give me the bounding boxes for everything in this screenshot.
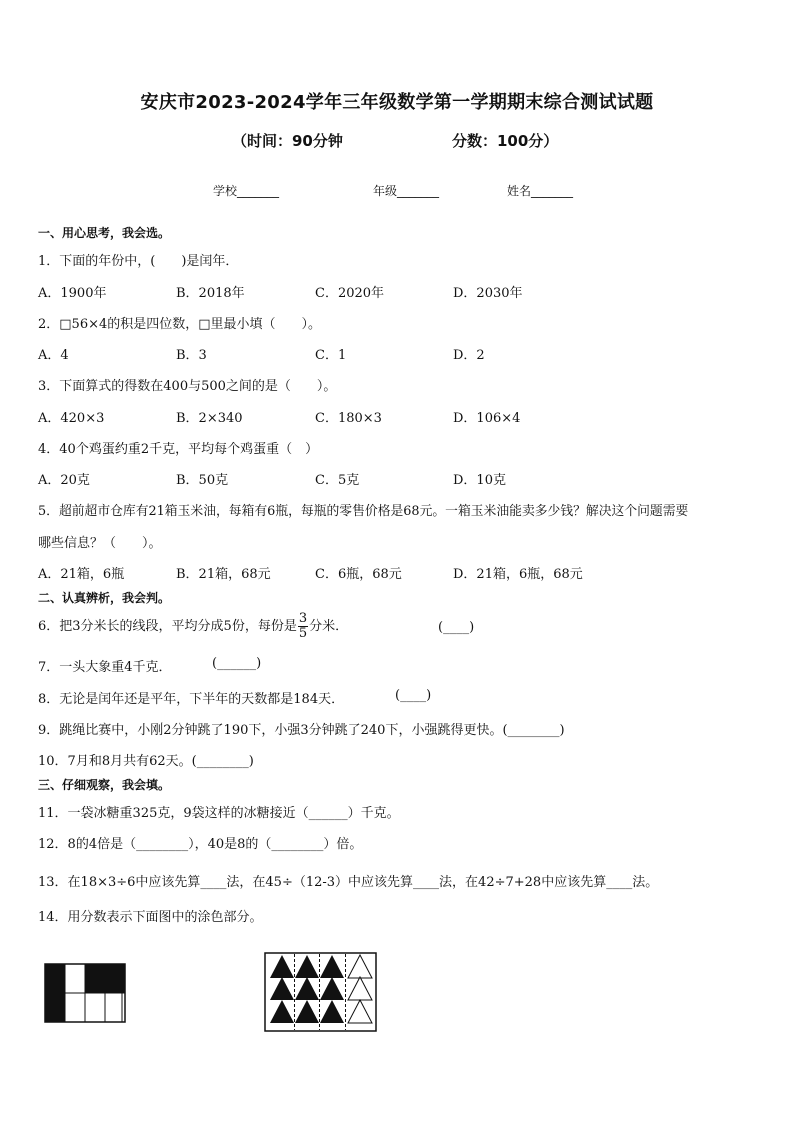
q4-option-a: A．20克 bbox=[38, 473, 90, 488]
q1-option-c: C．2020年 bbox=[315, 286, 385, 301]
q1-option-d: D．2030年 bbox=[453, 286, 523, 301]
q5-option-c: C．6瓶，68元 bbox=[315, 567, 402, 582]
question-14: 14．用分数表示下面图中的涂色部分。 bbox=[38, 910, 263, 925]
name-field: 姓名_______ bbox=[507, 184, 574, 198]
question-4: 4．40个鸡蛋约重2千克，平均每个鸡蛋重（ ） bbox=[38, 442, 319, 457]
q5-option-a: A．21箱，6瓶 bbox=[38, 567, 125, 582]
question-3: 3．下面算式的得数在400与500之间的是（ ）。 bbox=[38, 379, 337, 394]
grade-field: 年级_______ bbox=[373, 184, 440, 198]
question-1: 1．下面的年份中，( )是闰年． bbox=[38, 254, 239, 269]
fraction bbox=[298, 612, 308, 641]
question-10: 10．7月和8月共有62天。(________) bbox=[38, 754, 254, 769]
fraction-denominator: 5 bbox=[298, 626, 308, 641]
exam-time: （时间：90分钟 bbox=[232, 132, 343, 150]
q8-answer-blank[interactable]: (____) bbox=[395, 688, 432, 703]
q2-option-c: C．1 bbox=[315, 348, 347, 363]
exam-score: 分数：100分） bbox=[452, 132, 559, 150]
q4-option-c: C．5克 bbox=[315, 473, 360, 488]
q6-text: 6．把3分米长的线段，平均分成5份，每份是 bbox=[38, 619, 297, 634]
q1-option-a: A．1900年 bbox=[38, 286, 107, 301]
q2-option-a: A．4 bbox=[38, 348, 69, 363]
question-6 bbox=[38, 612, 348, 641]
question-2: 2．□56×4的积是四位数，□里最小填（ ）。 bbox=[38, 317, 322, 332]
q3-option-b: B．2×340 bbox=[176, 411, 243, 426]
q6-unit: 分米． bbox=[309, 619, 349, 634]
q5-option-d: D．21箱，6瓶，68元 bbox=[453, 567, 583, 582]
q3-option-d: D．106×4 bbox=[453, 411, 521, 426]
q4-option-d: D．10克 bbox=[453, 473, 506, 488]
page-title: 安庆市2023-2024学年三年级数学第一学期期末综合测试试题 bbox=[140, 92, 654, 113]
question-13: 13．在18×3÷6中应该先算____法，在45÷（12-3）中应该先算____法，在42÷7+28中应该先算____法。 bbox=[38, 875, 659, 890]
q6-answer-blank[interactable]: (____) bbox=[438, 620, 475, 635]
q4-option-b: B．50克 bbox=[176, 473, 229, 488]
question-8: 8．无论是闰年还是平年，下半年的天数都是184天． bbox=[38, 692, 345, 707]
section-1-heading: 一、用心思考，我会选。 bbox=[38, 226, 171, 240]
question-12: 12．8的4倍是（________），40是8的（________）倍。 bbox=[38, 837, 363, 852]
question-11: 11．一袋冰糖重325克，9袋这样的冰糖接近（______）千克。 bbox=[38, 806, 400, 821]
question-7: 7．一头大象重4千克． bbox=[38, 660, 172, 675]
q1-option-b: B．2018年 bbox=[176, 286, 245, 301]
question-5-cont: 哪些信息？（ ）。 bbox=[38, 536, 162, 551]
q5-option-b: B．21箱，68元 bbox=[176, 567, 271, 582]
question-5: 5．超前超市仓库有21箱玉米油，每箱有6瓶，每瓶的零售价格是68元。一箱玉米油能卖多少钱？解决这个问题需要 bbox=[38, 504, 689, 519]
q3-option-c: C．180×3 bbox=[315, 411, 382, 426]
fraction-numerator: 3 bbox=[298, 611, 308, 626]
q7-answer-blank[interactable]: (______) bbox=[212, 656, 262, 671]
school-field: 学校_______ bbox=[213, 184, 280, 198]
figure-shaded-grid bbox=[44, 963, 128, 1025]
q3-option-a: A．420×3 bbox=[38, 411, 105, 426]
question-9: 9．跳绳比赛中，小刚2分钟跳了190下，小强3分钟跳了240下，小强跳得更快。(________) bbox=[38, 723, 565, 738]
q2-option-d: D．2 bbox=[453, 348, 485, 363]
section-3-heading: 三、仔细观察，我会填。 bbox=[38, 778, 171, 792]
q2-option-b: B．3 bbox=[176, 348, 207, 363]
figure-shaded-triangles bbox=[264, 952, 378, 1034]
section-2-heading: 二、认真辨析，我会判。 bbox=[38, 591, 171, 605]
